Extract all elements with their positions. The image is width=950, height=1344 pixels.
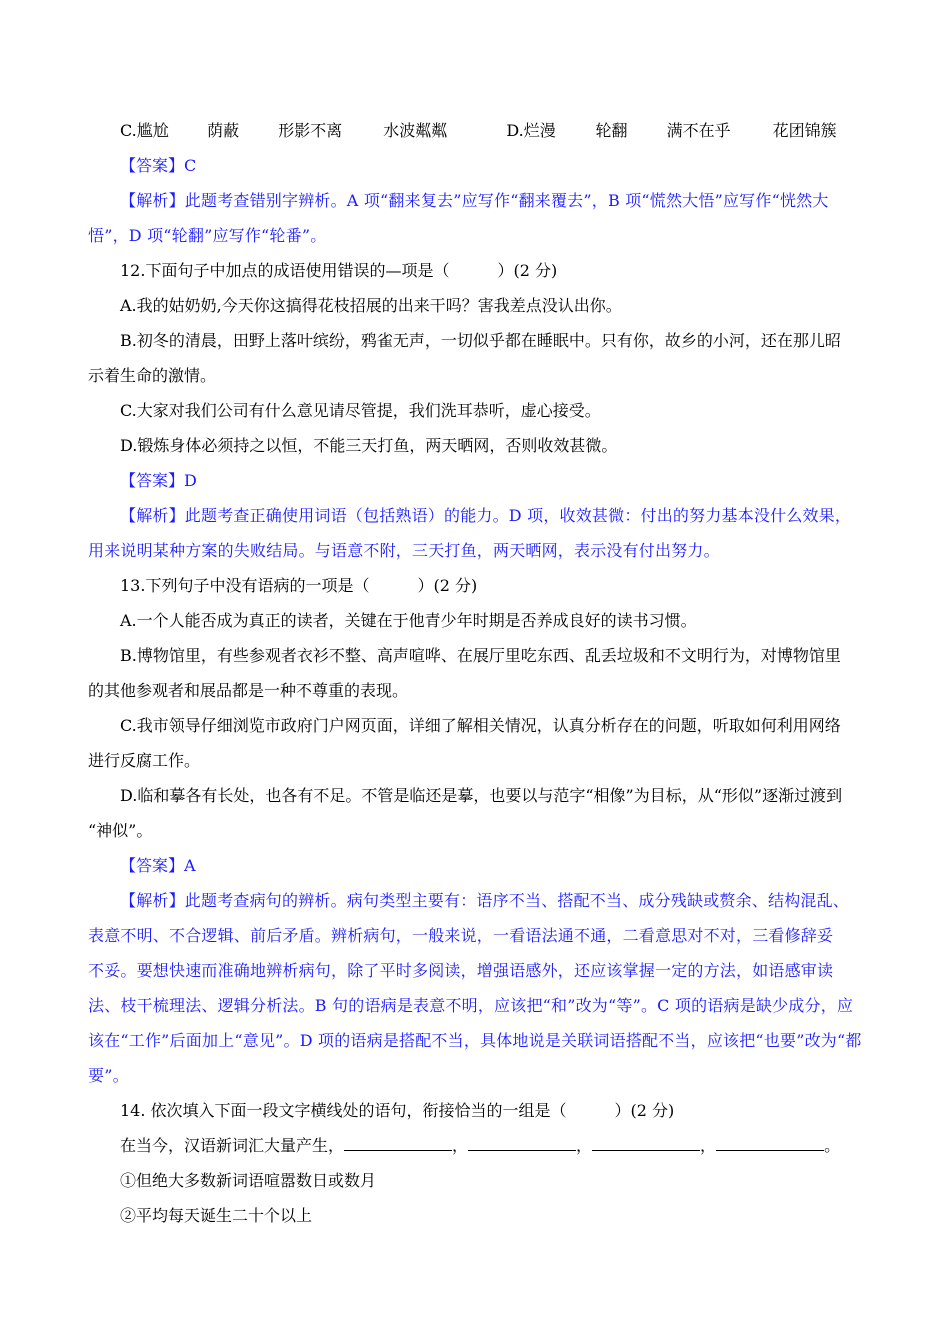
option-text: D.烂漫 — [506, 121, 556, 140]
comma: ， — [700, 1136, 717, 1155]
option-text: 水波粼粼 — [383, 121, 448, 140]
q13-option-b: B.博物馆里，有些参观者衣衫不整、高声喧哗、在展厅里吃东西、乱丢垃圾和不文明行为，对博物馆里 — [120, 646, 841, 665]
q14-passage — [120, 1136, 840, 1156]
option-text: 形影不离 — [278, 121, 343, 140]
q11-answer: 【答案】C — [120, 156, 197, 175]
fill-blank — [592, 1136, 700, 1151]
q13-analysis-line: 不妥。要想快速而准确地辨析病句，除了平时多阅读，增强语感外，还应该掌握一定的方法，如语感审读 — [88, 961, 834, 980]
period: 。 — [824, 1136, 841, 1155]
option-text: 荫蔽 — [207, 121, 240, 140]
q12-option-c: C.大家对我们公司有什么意见请尽管提，我们洗耳恭听，虚心接受。 — [120, 401, 601, 420]
option-text: 轮翻 — [595, 121, 628, 140]
fill-blank — [468, 1136, 576, 1151]
q14-stem: 14. 依次填入下面一段文字横线处的语句，衔接恰当的一组是（ ）(2 分) — [120, 1101, 675, 1120]
q13-option-d: D.临和摹各有长处，也各有不足。不管是临还是摹，也要以与范字“相像”为目标，从“形似”逐渐过渡到 — [120, 786, 843, 805]
q14-item-1: ①但绝大多数新词语喧嚣数日或数月 — [120, 1171, 377, 1190]
q12-option-b: B.初冬的清晨，田野上落叶缤纷，鸦雀无声，一切似乎都在睡眠中。只有你，故乡的小河，还在那儿昭 — [120, 331, 841, 350]
q13-option-b-cont: 的其他参观者和展品都是一种不尊重的表现。 — [88, 681, 409, 700]
q11-analysis-line: 【解析】此题考查错别字辨析。A 项“翻来复去”应写作“翻来覆去”，B 项“慌然大悟”应写作“恍然大 — [120, 191, 829, 210]
q13-option-c-cont: 进行反腐工作。 — [88, 751, 201, 770]
comma: ， — [452, 1136, 469, 1155]
option-text: C.尴尬 — [120, 121, 169, 140]
q12-analysis-line: 用来说明某种方案的失败结局。与语意不附，三天打鱼，两天晒网，表示没有付出努力。 — [88, 541, 720, 560]
q13-analysis-line: 该在“工作”后面加上“意见”。D 项的语病是搭配不当，具体地说是关联词语搭配不当，应该把“也要”改为“都 — [88, 1031, 862, 1050]
fill-blank — [344, 1136, 452, 1151]
q13-option-a: A.一个人能否成为真正的读者，关键在于他青少年时期是否养成良好的读书习惯。 — [120, 611, 697, 630]
q12-analysis-line: 【解析】此题考查正确使用词语（包括熟语）的能力。D 项，收效甚微：付出的努力基本没什么效果， — [120, 506, 852, 525]
q13-analysis-line: 表意不明、不合逻辑、前后矛盾。辨析病句，一般来说，一看语法通不通，二看意思对不对，三看修辞妥 — [88, 926, 834, 945]
q13-analysis-line: 【解析】此题考查病句的辨析。病句类型主要有：语序不当、搭配不当、成分残缺或赘余、结构混乱、 — [120, 891, 850, 910]
q13-stem: 13.下列句子中没有语病的一项是（ ）(2 分) — [120, 576, 478, 595]
passage-lead-text: 在当今，汉语新词汇大量产生， — [120, 1136, 345, 1155]
q13-analysis-line: 要”。 — [88, 1066, 129, 1085]
q14-item-2: ②平均每天诞生二十个以上 — [120, 1206, 313, 1225]
q13-answer: 【答案】A — [120, 856, 196, 875]
q12-option-d: D.锻炼身体必须持之以恒，不能三天打鱼，两天晒网，否则收效甚微。 — [120, 436, 618, 455]
q13-option-c: C.我市领导仔细浏览市政府门户网页面，详细了解相关情况，认真分析存在的问题，听取如何利用网络 — [120, 716, 841, 735]
fill-blank — [716, 1136, 824, 1151]
q12-option-a: A.我的姑奶奶,今天你这搞得花枝招展的出来干吗？害我差点没认出你。 — [120, 296, 622, 315]
comma: ， — [576, 1136, 593, 1155]
q13-option-d-cont: “神似”。 — [88, 821, 153, 840]
q11-options-row — [120, 121, 837, 141]
q12-option-b-cont: 示着生命的激情。 — [88, 366, 217, 385]
q12-answer: 【答案】D — [120, 471, 197, 490]
q11-analysis-line: 悟”，D 项“轮翻”应写作“轮番”。 — [88, 226, 327, 245]
q12-stem: 12.下面句子中加点的成语使用错误的—项是（ ）(2 分) — [120, 261, 558, 280]
option-text: 花团锦簇 — [772, 121, 837, 140]
q13-analysis-line: 法、枝干梳理法、逻辑分析法。B 句的语病是表意不明，应该把“和”改为“等”。C 项的语病是缺少成分，应 — [88, 996, 854, 1015]
option-text: 满不在乎 — [666, 121, 731, 140]
